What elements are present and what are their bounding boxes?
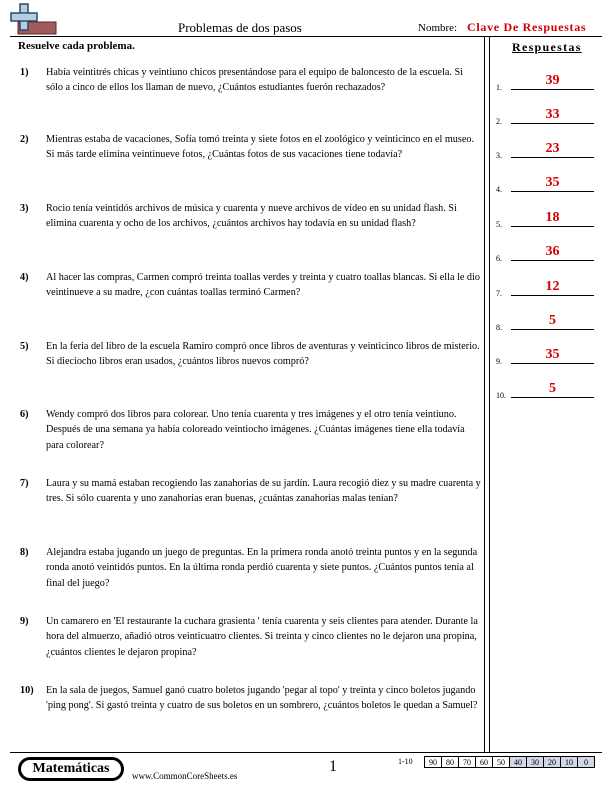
problem-text: Rocio tenía veintidós archivos de música y cuarenta y nueve archivos de vídeo en su unidad flash. Si elimina cuarenta y ocho de los archivos, ¿cuántos archivos hay todavía en su unidad flash? (46, 203, 457, 230)
answer-row (496, 278, 598, 298)
problem-item (20, 407, 482, 453)
answer-line (511, 191, 594, 192)
problem-text: Al hacer las compras, Carmen compró treinta toallas verdes y treinta y cuatro toallas blancas. Si ella le dio veintinueve a su madre, ¿con cuántas toallas terminó Carmen? (46, 272, 480, 299)
answer-row (496, 243, 598, 263)
answer-row (496, 72, 598, 92)
name-label: Nombre: (418, 22, 458, 34)
problem-text: Mientras estaba de vacaciones, Sofía tomó treinta y siete fotos en el zoológico y veinticinco en el museo. Si más tarde elimina veintinueve fotos, ¿Cuántas fotos de sus vacaciones tiene todavía? (46, 134, 475, 161)
website-label: www.CommonCoreSheets.es (132, 771, 238, 781)
brand-badge (18, 757, 124, 781)
problem-item (20, 132, 482, 163)
answer-row (496, 346, 598, 366)
plus-logo-icon (8, 2, 58, 36)
answer-line (511, 260, 594, 261)
page-title: Problemas de dos pasos (178, 20, 302, 35)
problem-number: 6) (20, 409, 29, 420)
problem-item (20, 270, 482, 301)
answer-row (496, 174, 598, 194)
column-divider (489, 37, 490, 752)
answer-number: 2. (496, 117, 502, 126)
problem-item (20, 65, 482, 96)
answers-title: Respuestas (512, 40, 582, 54)
answer-row (496, 209, 598, 229)
problem-text: En la sala de juegos, Samuel ganó cuatro boletos jugando 'pegar al topo' y treinta y cinco boletos jugando 'ping pong'. Si gastó treinta y cuatro de sus boletos en un sombrero, ¿cuántos boletos le quedan a Samuel? (46, 685, 478, 712)
brand-label: Matemáticas (21, 760, 121, 778)
problem-item (20, 476, 482, 507)
score-table (424, 756, 595, 768)
page-number: 1 (329, 758, 337, 775)
answer-line (511, 226, 594, 227)
answer-value: 18 (545, 210, 560, 225)
problem-item (20, 201, 482, 232)
answer-row (496, 380, 598, 400)
answer-row (496, 312, 598, 332)
answer-number: 6. (496, 254, 502, 263)
score-cell: 30 (527, 757, 544, 768)
problem-item (20, 683, 482, 714)
answer-number: 1. (496, 83, 502, 92)
answer-value: 35 (545, 347, 560, 362)
problem-number: 3) (20, 203, 29, 214)
score-cell: 90 (425, 757, 442, 768)
score-cell: 70 (459, 757, 476, 768)
answer-line (511, 397, 594, 398)
problem-number: 5) (20, 341, 29, 352)
problem-text: En la feria del libro de la escuela Ramiro compró once libros de aventuras y veinticinco libros de misterio. Si dieciocho libros eran usados, ¿cuántos libros nuevos compró? (46, 341, 480, 368)
problem-text: Había veintitrés chicas y veintiuno chicos presentándose para el equipo de baloncesto de la escuela. Si sólo a cinco de ellos los llaman de nuevo, ¿Cuántos estudiantes fuerón rechazados? (46, 67, 463, 94)
score-cell: 50 (493, 757, 510, 768)
problem-number: 1) (20, 67, 29, 78)
problem-text: Alejandra estaba jugando un juego de preguntas. En la primera ronda anotó treinta puntos y en la segunda ronda anotó veintidós puntos. En la última ronda perdió cuarenta y siete puntos. ¿Cuántos puntos tenía al final del juego? (46, 547, 478, 589)
score-cell: 10 (561, 757, 578, 768)
answer-value: 23 (545, 141, 560, 156)
problem-number: 9) (20, 616, 29, 627)
answer-row (496, 106, 598, 126)
answer-line (511, 295, 594, 296)
answer-number: 5. (496, 220, 502, 229)
problem-item (20, 545, 482, 591)
instructions: Resuelve cada problema. (18, 40, 135, 52)
answer-number: 4. (496, 185, 502, 194)
score-range-label: 1-10 (398, 757, 413, 766)
problem-number: 7) (20, 478, 29, 489)
score-cell: 80 (442, 757, 459, 768)
answer-value: 5 (549, 313, 556, 328)
answer-value: 5 (549, 381, 556, 396)
footer-divider (10, 752, 602, 753)
answer-number: 10. (496, 391, 506, 400)
problem-number: 8) (20, 547, 29, 558)
answer-line (511, 89, 594, 90)
answer-number: 3. (496, 151, 502, 160)
score-cell: 0 (578, 757, 595, 768)
problem-text: Wendy compró dos libros para colorear. Uno tenía cuarenta y tres imágenes y el otro tenía veintiuno. Después de una semana ya había coloreado veintiocho imágenes. ¿Cuántas imágenes tiene ella todavía para colorear? (46, 409, 465, 451)
answer-line (511, 157, 594, 158)
answer-row (496, 140, 598, 160)
answer-line (511, 363, 594, 364)
problem-text: Laura y su mamá estaban recogiendo las zanahorias de su jardín. Laura recogió diez y su madre cuarenta y tres. Si sólo cuarenta y uno zanahorias eran buenas, ¿cuántas zanahorias malas tenían? (46, 478, 481, 505)
score-cell: 20 (544, 757, 561, 768)
answer-number: 8. (496, 323, 502, 332)
problem-number: 2) (20, 134, 29, 145)
problem-item (20, 614, 482, 660)
answer-number: 7. (496, 289, 502, 298)
answer-value: 39 (545, 73, 560, 88)
answer-value: 33 (545, 107, 560, 122)
answer-value: 36 (545, 244, 560, 259)
score-cell: 60 (476, 757, 493, 768)
column-divider (484, 37, 485, 752)
answer-line (511, 329, 594, 330)
name-value: Clave De Respuestas (467, 20, 587, 34)
problem-number: 4) (20, 272, 29, 283)
answer-value: 35 (545, 175, 560, 190)
problem-item (20, 339, 482, 370)
score-cell: 40 (510, 757, 527, 768)
answer-value: 12 (545, 279, 560, 294)
header-divider (10, 36, 602, 37)
problem-number: 10) (20, 685, 34, 696)
answer-line (511, 123, 594, 124)
problem-text: Un camarero en 'El restaurante la cuchara grasienta ' tenía cuarenta y seis clientes para atender. Durante la hora del almuerzo, añadió otros veinticuatro clientes. Si treinta y cinco clientes no le dejaron una propina, ¿cuántos clientes le dejaron propina? (46, 616, 478, 658)
answer-number: 9. (496, 357, 502, 366)
